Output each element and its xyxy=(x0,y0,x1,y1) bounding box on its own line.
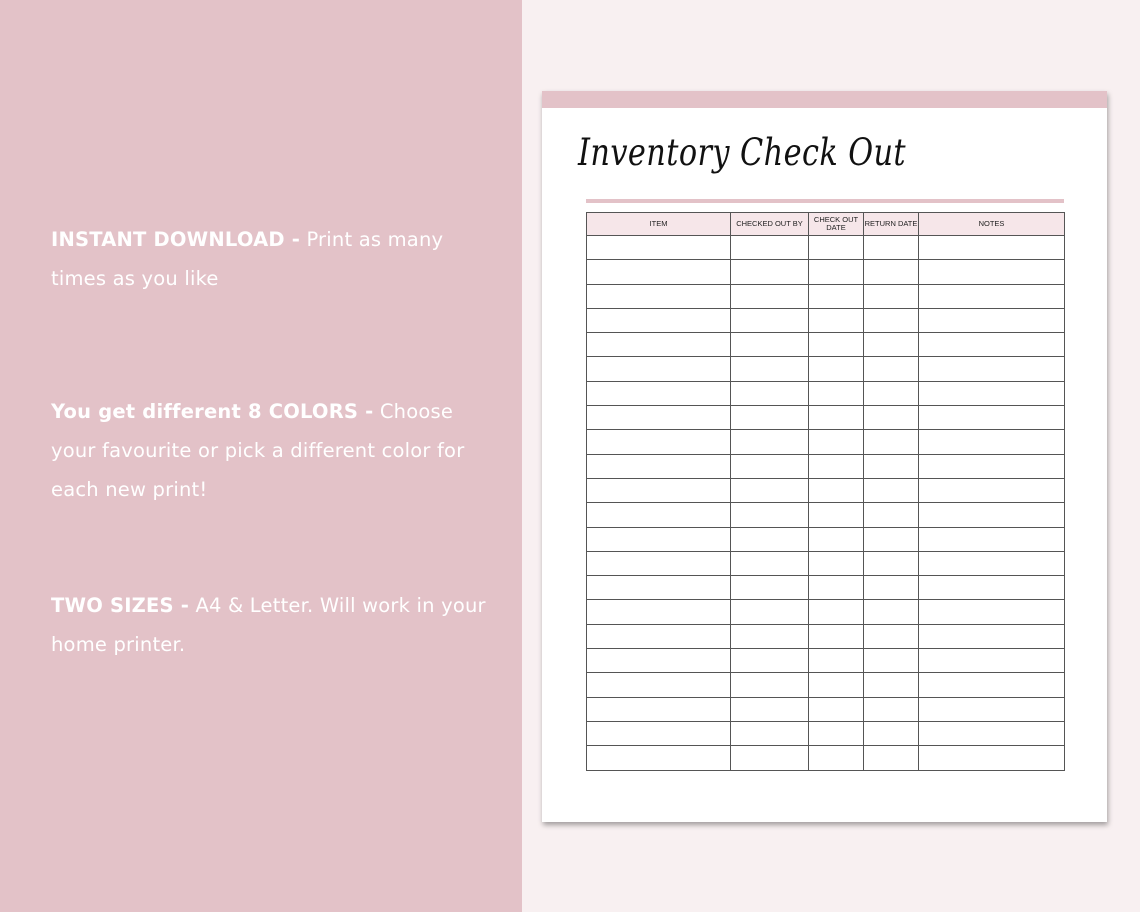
table-cell xyxy=(587,527,731,551)
table-cell xyxy=(587,576,731,600)
table-cell xyxy=(809,478,864,502)
table-row xyxy=(587,454,1065,478)
table-cell xyxy=(809,551,864,575)
table-cell xyxy=(809,527,864,551)
table-cell xyxy=(587,600,731,624)
table-row xyxy=(587,721,1065,745)
column-header-checked-out-by: CHECKED OUT BY xyxy=(731,213,809,236)
table-cell xyxy=(809,454,864,478)
table-row xyxy=(587,746,1065,770)
table-cell xyxy=(587,746,731,770)
feature-colors xyxy=(51,392,491,509)
table-row xyxy=(587,551,1065,575)
table-cell xyxy=(731,576,809,600)
table-cell xyxy=(919,551,1065,575)
column-header-check-out-date: CHECK OUT DATE xyxy=(809,213,864,236)
table-cell xyxy=(809,624,864,648)
table-cell xyxy=(864,503,919,527)
table-row xyxy=(587,430,1065,454)
table-cell xyxy=(731,721,809,745)
table-cell xyxy=(864,454,919,478)
table-cell xyxy=(587,333,731,357)
table-cell xyxy=(864,381,919,405)
table-cell xyxy=(919,260,1065,284)
table-row xyxy=(587,333,1065,357)
feature-text: A4 & Letter. Will work in your home printer. xyxy=(51,594,486,656)
table-cell xyxy=(731,284,809,308)
feature-instant-download xyxy=(51,220,491,298)
table-cell xyxy=(587,697,731,721)
table-cell xyxy=(731,333,809,357)
table-cell xyxy=(587,624,731,648)
table-cell xyxy=(809,260,864,284)
table-cell xyxy=(919,746,1065,770)
table-cell xyxy=(587,381,731,405)
table-cell xyxy=(919,527,1065,551)
table-cell xyxy=(809,406,864,430)
column-header-item: ITEM xyxy=(587,213,731,236)
table-cell xyxy=(809,381,864,405)
feature-text: Choose your favourite or pick a different color for each new print! xyxy=(51,400,465,501)
table-cell xyxy=(919,381,1065,405)
table-cell xyxy=(864,576,919,600)
table-cell xyxy=(731,236,809,260)
table-cell xyxy=(864,430,919,454)
table-row xyxy=(587,478,1065,502)
table-cell xyxy=(731,454,809,478)
table-row xyxy=(587,308,1065,332)
table-cell xyxy=(587,721,731,745)
table-cell xyxy=(587,478,731,502)
table-cell xyxy=(587,260,731,284)
table-cell xyxy=(864,260,919,284)
table-cell xyxy=(731,673,809,697)
table-cell xyxy=(864,333,919,357)
table-cell xyxy=(587,454,731,478)
table-cell xyxy=(919,673,1065,697)
table-cell xyxy=(919,333,1065,357)
table-cell xyxy=(809,357,864,381)
title-divider xyxy=(586,199,1064,203)
table-cell xyxy=(809,503,864,527)
table-cell xyxy=(731,406,809,430)
table-cell xyxy=(731,697,809,721)
table-cell xyxy=(864,624,919,648)
table-cell xyxy=(587,357,731,381)
table-cell xyxy=(731,746,809,770)
inventory-table xyxy=(586,212,1065,771)
table-cell xyxy=(731,551,809,575)
table-row xyxy=(587,260,1065,284)
table-cell xyxy=(587,430,731,454)
table-cell xyxy=(731,600,809,624)
table-header-row xyxy=(587,213,1065,236)
table-cell xyxy=(809,236,864,260)
table-cell xyxy=(919,576,1065,600)
table-cell xyxy=(809,697,864,721)
table-cell xyxy=(731,430,809,454)
table-row xyxy=(587,284,1065,308)
table-cell xyxy=(864,721,919,745)
table-cell xyxy=(864,406,919,430)
feature-sizes xyxy=(51,586,491,664)
table-cell xyxy=(809,721,864,745)
table-cell xyxy=(587,551,731,575)
table-cell xyxy=(809,284,864,308)
table-cell xyxy=(731,357,809,381)
table-row xyxy=(587,236,1065,260)
table-cell xyxy=(864,527,919,551)
table-cell xyxy=(864,284,919,308)
table-cell xyxy=(809,333,864,357)
table-cell xyxy=(731,624,809,648)
sheet-top-band xyxy=(542,91,1107,108)
table-cell xyxy=(919,697,1065,721)
table-cell xyxy=(864,649,919,673)
table-cell xyxy=(864,600,919,624)
table-cell xyxy=(587,236,731,260)
table-row xyxy=(587,406,1065,430)
table-cell xyxy=(731,308,809,332)
feature-heading: You get different 8 COLORS - xyxy=(51,400,374,423)
table-cell xyxy=(919,454,1065,478)
table-cell xyxy=(919,430,1065,454)
table-cell xyxy=(731,649,809,673)
table-cell xyxy=(731,381,809,405)
table-cell xyxy=(809,600,864,624)
table-row xyxy=(587,649,1065,673)
table-row xyxy=(587,624,1065,648)
table-cell xyxy=(587,649,731,673)
table-cell xyxy=(731,260,809,284)
table-cell xyxy=(587,308,731,332)
table-cell xyxy=(864,236,919,260)
table-cell xyxy=(864,746,919,770)
table-cell xyxy=(919,721,1065,745)
printable-sheet xyxy=(542,91,1107,822)
table-cell xyxy=(864,478,919,502)
table-cell xyxy=(731,527,809,551)
column-header-return-date: RETURN DATE xyxy=(864,213,919,236)
table-cell xyxy=(864,551,919,575)
table-cell xyxy=(919,600,1065,624)
table-row xyxy=(587,503,1065,527)
table-row xyxy=(587,673,1065,697)
table-cell xyxy=(587,503,731,527)
feature-heading: INSTANT DOWNLOAD - xyxy=(51,228,301,251)
sheet-title: Inventory Check Out xyxy=(578,131,907,174)
column-header-notes: NOTES xyxy=(919,213,1065,236)
table-cell xyxy=(919,503,1065,527)
table-cell xyxy=(864,697,919,721)
table-cell xyxy=(919,649,1065,673)
table-cell xyxy=(809,673,864,697)
table-cell xyxy=(864,308,919,332)
table-body xyxy=(587,236,1065,771)
table-cell xyxy=(809,308,864,332)
table-cell xyxy=(731,478,809,502)
feature-heading: TWO SIZES - xyxy=(51,594,190,617)
table-cell xyxy=(919,357,1065,381)
table-cell xyxy=(864,357,919,381)
feature-text: Print as many times as you like xyxy=(51,228,444,290)
table-row xyxy=(587,576,1065,600)
table-cell xyxy=(864,673,919,697)
table-row xyxy=(587,697,1065,721)
table-cell xyxy=(809,430,864,454)
table-row xyxy=(587,527,1065,551)
table-cell xyxy=(919,284,1065,308)
table-cell xyxy=(809,576,864,600)
table-cell xyxy=(587,284,731,308)
table-cell xyxy=(919,624,1065,648)
table-row xyxy=(587,600,1065,624)
table-cell xyxy=(809,649,864,673)
table-row xyxy=(587,381,1065,405)
table-row xyxy=(587,357,1065,381)
table-cell xyxy=(919,308,1065,332)
table-cell xyxy=(919,406,1065,430)
table-cell xyxy=(587,673,731,697)
table-cell xyxy=(587,406,731,430)
table-cell xyxy=(809,746,864,770)
table-cell xyxy=(919,478,1065,502)
table-cell xyxy=(919,236,1065,260)
left-info-panel xyxy=(0,0,522,912)
table-cell xyxy=(731,503,809,527)
